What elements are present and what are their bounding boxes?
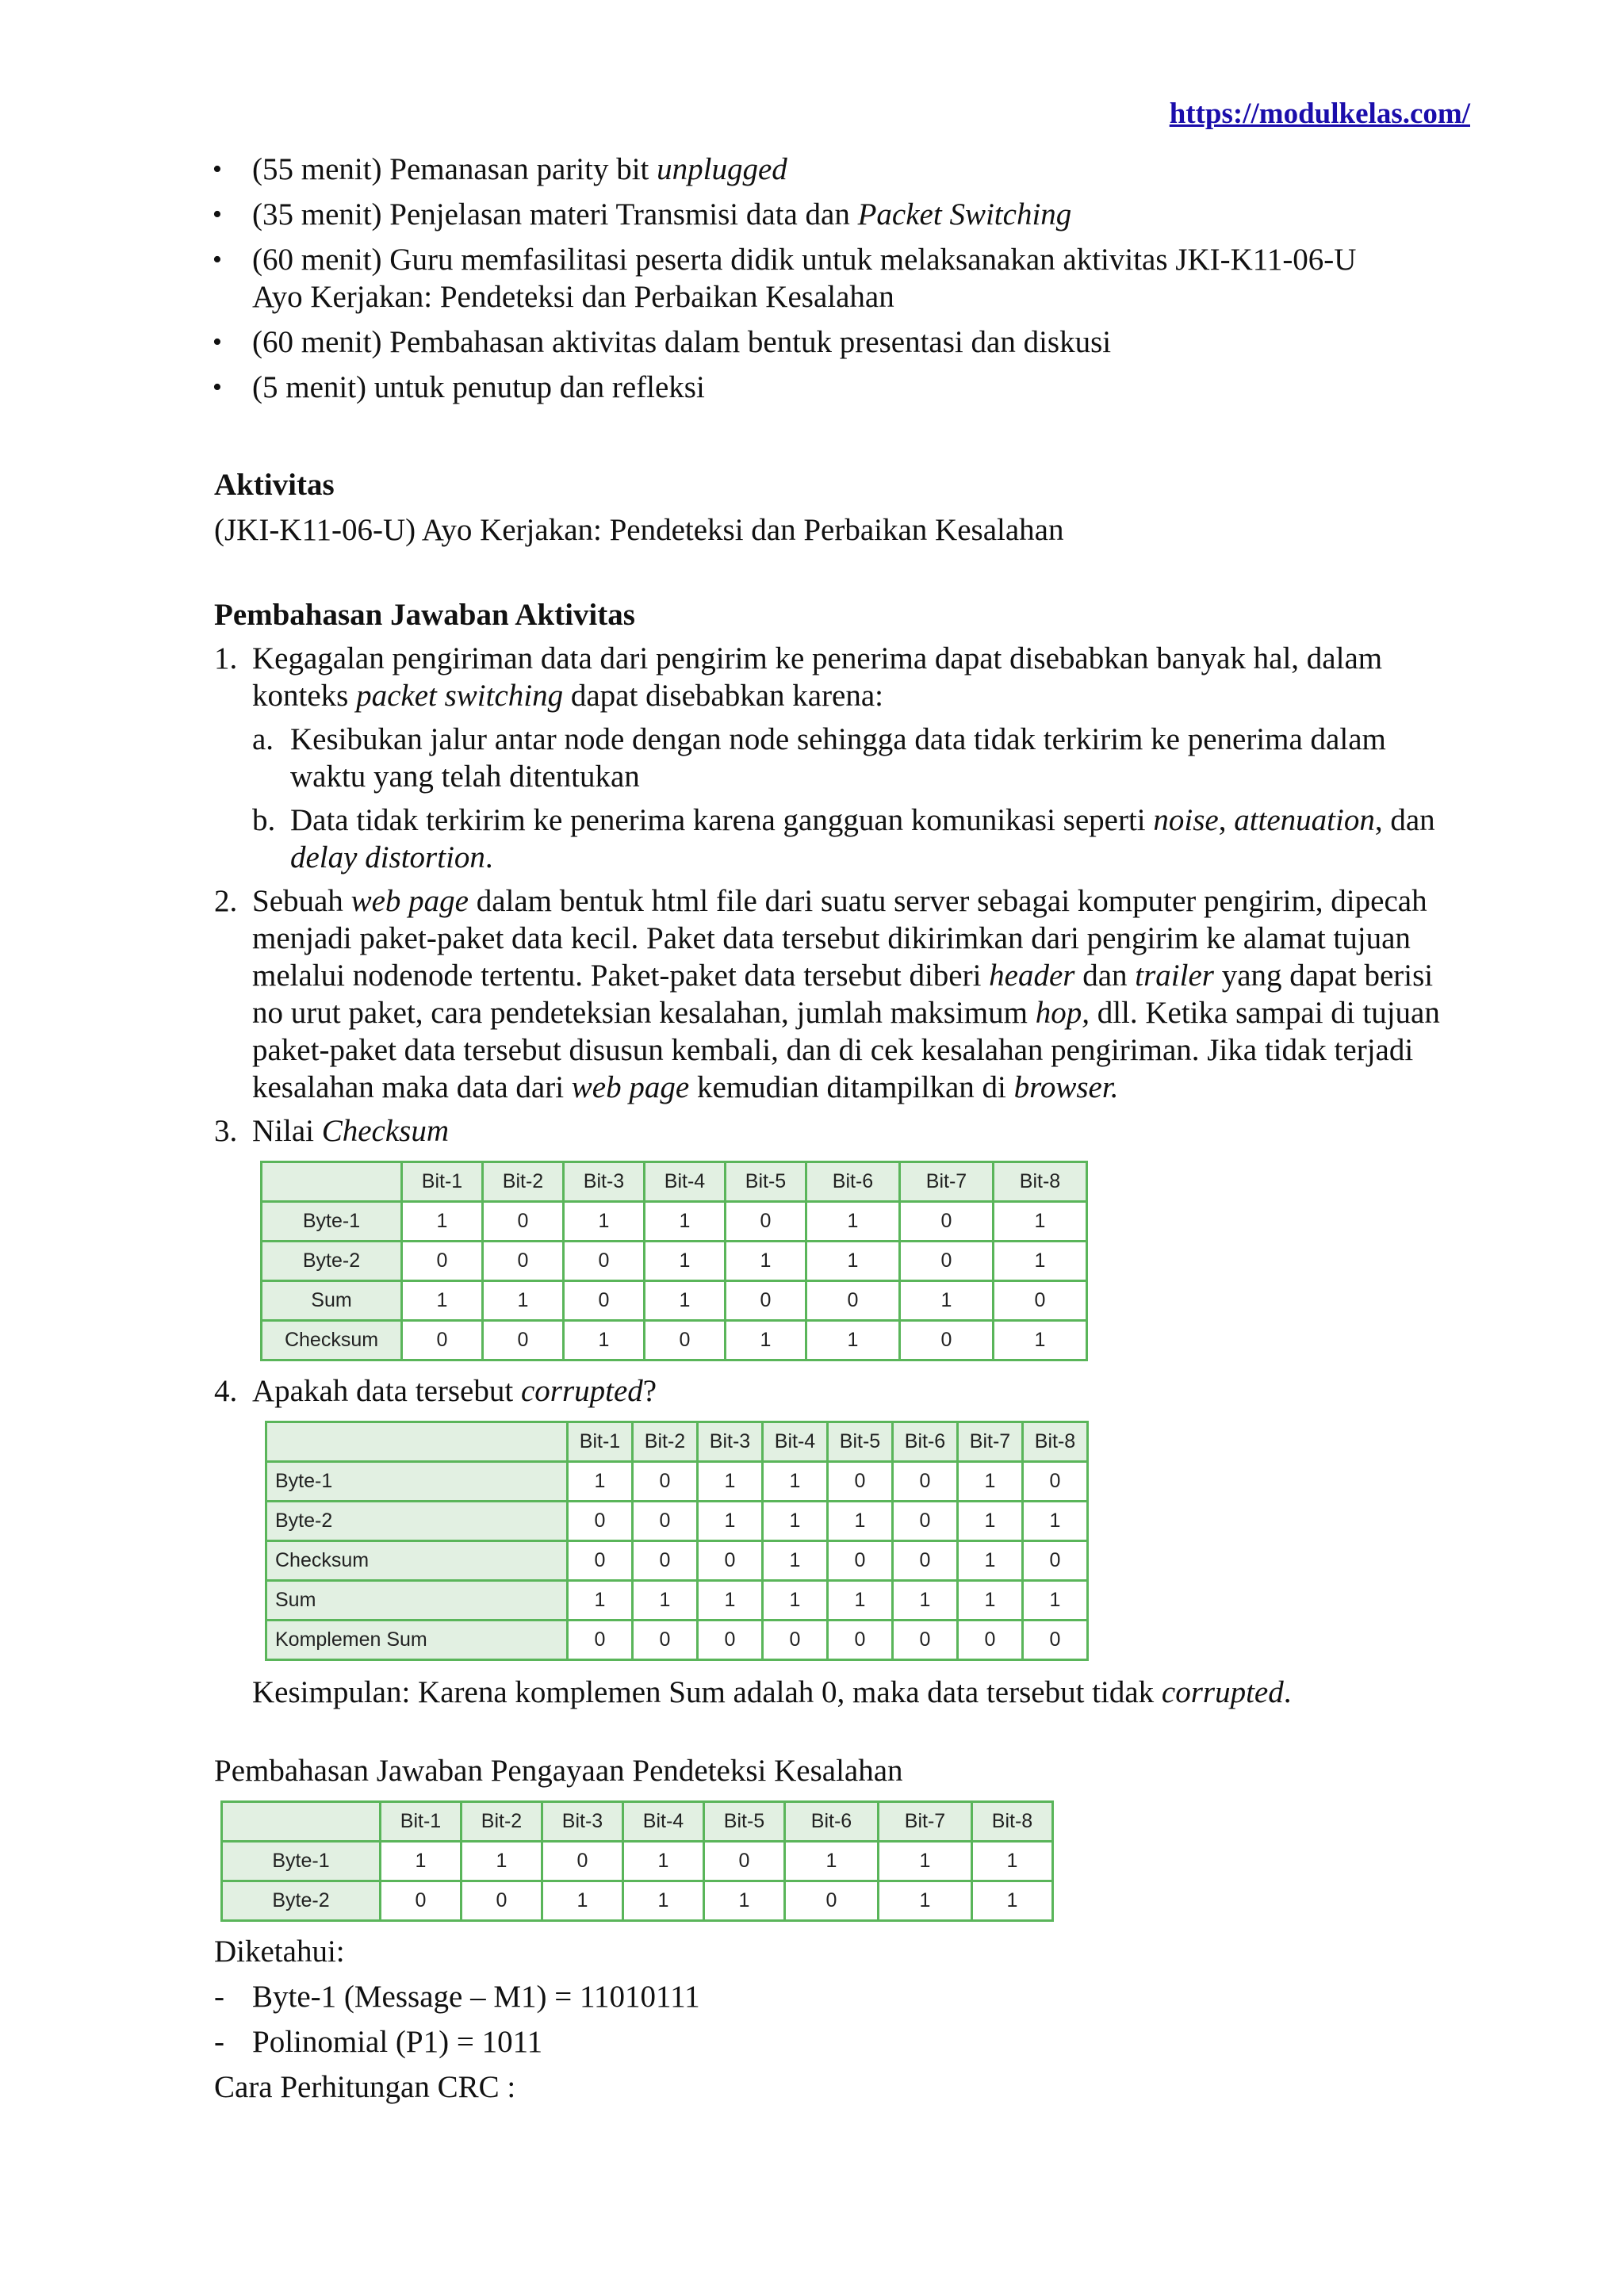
table-row — [262, 1321, 1087, 1360]
q1-a-text: Kesibukan jalur antar node dengan node sehingga data tidak terkirim ke penerima dalam waktu yang telah ditentukan — [290, 722, 1386, 794]
bit-cell: 1 — [704, 1881, 785, 1921]
table-row — [222, 1842, 1053, 1881]
bit-cell: 1 — [763, 1462, 828, 1502]
message-value: Byte-1 (Message – M1) = 11010111 — [252, 1980, 700, 2014]
bit-cell: 1 — [726, 1242, 806, 1281]
q1-b-sep: , — [1218, 803, 1235, 837]
bit-cell: 0 — [402, 1242, 483, 1281]
q1-line2-text: konteks — [252, 679, 357, 713]
header-url-link[interactable]: https://modulkelas.com/ — [1169, 98, 1470, 130]
item-number: 2. — [214, 884, 238, 918]
table-header-cell: Bit-1 — [381, 1802, 462, 1842]
table-header-cell: Bit-7 — [879, 1802, 972, 1842]
bit-cell: 1 — [564, 1202, 645, 1242]
table-header-cell: Bit-8 — [1023, 1422, 1088, 1462]
bit-cell: 0 — [1023, 1621, 1088, 1660]
bit-cell: 0 — [564, 1281, 645, 1321]
bit-cell: 0 — [726, 1202, 806, 1242]
q1-line2-emphasis: packet switching — [356, 679, 564, 713]
q2-emphasis: header — [989, 959, 1075, 993]
bit-cell: 0 — [828, 1541, 893, 1581]
q2-text: yang dapat berisi no urut paket, cara pendeteksian kesalahan, jumlah maksimum — [252, 959, 1434, 1030]
bit-cell: 1 — [564, 1321, 645, 1360]
bit-cell: 1 — [645, 1281, 726, 1321]
q2-text: dan — [1074, 959, 1136, 993]
schedule-emphasis: Packet Switching — [857, 197, 1072, 232]
schedule-text: (60 menit) Pembahasan aktivitas dalam bentuk presentasi dan diskusi — [252, 325, 1112, 359]
table-header-cell: Bit-3 — [542, 1802, 623, 1842]
q1-subitem-b — [252, 802, 1467, 876]
bit-cell: 1 — [763, 1541, 828, 1581]
table-header-cell: Bit-7 — [958, 1422, 1023, 1462]
bit-cell: 0 — [893, 1502, 958, 1541]
table-header-cell: Bit-5 — [704, 1802, 785, 1842]
bit-cell: 0 — [900, 1202, 994, 1242]
q2-text: Sebuah — [252, 884, 351, 918]
table-header-cell: Bit-5 — [828, 1422, 893, 1462]
item-number: 1. — [214, 641, 238, 675]
bit-cell: 1 — [645, 1202, 726, 1242]
q1-b-delay: delay distortion — [290, 840, 485, 874]
pengayaan-heading: Pembahasan Jawaban Pengayaan Pendeteksi Kesalahan — [214, 1754, 903, 1788]
bit-cell: 0 — [483, 1242, 564, 1281]
bit-cell: 1 — [1023, 1581, 1088, 1621]
schedule-item — [214, 151, 1467, 188]
bit-cell: 1 — [972, 1881, 1053, 1921]
schedule-text: (35 menit) Penjelasan materi Transmisi data dan — [252, 197, 858, 232]
bit-cell: 0 — [483, 1321, 564, 1360]
q3-text: Nilai — [252, 1114, 322, 1148]
table-row — [222, 1881, 1053, 1921]
bit-cell: 0 — [893, 1621, 958, 1660]
bit-cell: 1 — [958, 1502, 1023, 1541]
bit-cell: 0 — [568, 1502, 633, 1541]
row-label-cell: Byte-2 — [222, 1881, 381, 1921]
bit-cell: 1 — [994, 1202, 1087, 1242]
table-header-cell: Bit-3 — [564, 1162, 645, 1202]
diketahui-label: Diketahui: — [214, 1934, 345, 1969]
table-header-cell: Bit-4 — [645, 1162, 726, 1202]
bit-cell: 1 — [542, 1881, 623, 1921]
checksum-table — [260, 1161, 1088, 1361]
row-label-cell: Byte-1 — [266, 1462, 568, 1502]
bit-cell: 1 — [402, 1281, 483, 1321]
row-label-cell: Checksum — [266, 1541, 568, 1581]
bit-cell: 0 — [1023, 1541, 1088, 1581]
bit-cell: 1 — [879, 1881, 972, 1921]
bit-cell: 0 — [828, 1621, 893, 1660]
bit-cell: 0 — [958, 1621, 1023, 1660]
row-label-cell: Sum — [266, 1581, 568, 1621]
bit-cell: 1 — [623, 1842, 704, 1881]
row-label-cell: Byte-1 — [222, 1842, 381, 1881]
crc-method-label: Cara Perhitungan CRC : — [214, 2070, 516, 2104]
q1-b-noise: noise — [1153, 803, 1219, 837]
answer-item-2 — [214, 882, 1467, 1106]
table-header-cell: Bit-7 — [900, 1162, 994, 1202]
q4-emphasis: corrupted — [520, 1374, 643, 1408]
table-header-cell — [266, 1422, 568, 1462]
bit-cell: 1 — [698, 1581, 763, 1621]
bit-cell: 1 — [568, 1581, 633, 1621]
bit-cell: 1 — [828, 1581, 893, 1621]
row-label-cell: Sum — [262, 1281, 402, 1321]
q2-emphasis: trailer — [1135, 959, 1214, 993]
table-row — [262, 1202, 1087, 1242]
bit-cell: 1 — [483, 1281, 564, 1321]
answer-item-1 — [214, 640, 1467, 876]
table-header-row — [222, 1802, 1053, 1842]
bit-cell: 1 — [698, 1462, 763, 1502]
table-row — [262, 1242, 1087, 1281]
bit-cell: 1 — [1023, 1502, 1088, 1541]
bit-cell: 0 — [785, 1881, 879, 1921]
q1-line2-tail: dapat disebabkan karena: — [563, 679, 884, 713]
schedule-item — [214, 241, 1467, 316]
table-header-cell: Bit-6 — [785, 1802, 879, 1842]
bit-cell: 0 — [806, 1281, 900, 1321]
table-header-cell: Bit-2 — [483, 1162, 564, 1202]
q1-b-tail: . — [485, 840, 493, 874]
table-header-cell — [222, 1802, 381, 1842]
bit-cell: 0 — [633, 1541, 698, 1581]
q4-conclusion — [252, 1674, 1467, 1711]
bit-cell: 0 — [483, 1202, 564, 1242]
bit-cell: 0 — [633, 1462, 698, 1502]
table-header-cell: Bit-8 — [972, 1802, 1053, 1842]
table-header-cell — [262, 1162, 402, 1202]
table-header-row — [266, 1422, 1088, 1462]
q4-text: Apakah data tersebut — [252, 1374, 521, 1408]
schedule-item — [214, 369, 1467, 406]
table-row — [262, 1281, 1087, 1321]
schedule-item — [214, 196, 1467, 233]
bit-cell: 0 — [564, 1242, 645, 1281]
table-header-cell: Bit-1 — [402, 1162, 483, 1202]
q1-subitem-a — [252, 721, 1467, 795]
item-number: 4. — [214, 1374, 238, 1408]
bit-cell: 1 — [958, 1462, 1023, 1502]
q2-emphasis: web page — [350, 884, 469, 918]
corruption-check-table — [265, 1421, 1089, 1661]
q1-b-text: Data tidak terkirim ke penerima karena gangguan komunikasi seperti — [290, 803, 1154, 837]
schedule-text: (5 menit) untuk penutup dan refleksi — [252, 370, 705, 404]
schedule-emphasis: unplugged — [657, 152, 787, 186]
bit-cell: 1 — [623, 1881, 704, 1921]
bit-cell: 0 — [704, 1842, 785, 1881]
row-label-cell: Byte-1 — [262, 1202, 402, 1242]
schedule-text: (60 menit) Guru memfasilitasi peserta didik untuk melaksanakan aktivitas JKI-K11-06-U — [252, 243, 1357, 277]
table-header-cell: Bit-8 — [994, 1162, 1087, 1202]
bit-cell: 0 — [698, 1541, 763, 1581]
conclusion-emphasis: corrupted — [1161, 1675, 1284, 1709]
table-header-cell: Bit-2 — [462, 1802, 542, 1842]
bit-cell: 1 — [645, 1242, 726, 1281]
bit-cell: 1 — [806, 1202, 900, 1242]
bit-cell: 0 — [763, 1621, 828, 1660]
table-header-row — [262, 1162, 1087, 1202]
bit-cell: 1 — [958, 1581, 1023, 1621]
row-label-cell: Komplemen Sum — [266, 1621, 568, 1660]
q4-tail: ? — [642, 1374, 657, 1408]
bit-cell: 1 — [568, 1462, 633, 1502]
bit-cell: 1 — [462, 1842, 542, 1881]
bit-cell: 1 — [900, 1281, 994, 1321]
item-number: 3. — [214, 1114, 238, 1148]
bit-cell: 1 — [763, 1581, 828, 1621]
bit-cell: 0 — [900, 1321, 994, 1360]
bit-cell: 1 — [785, 1842, 879, 1881]
schedule-text: (55 menit) Pemanasan parity bit — [252, 152, 657, 186]
schedule-text-line2: Ayo Kerjakan: Pendeteksi dan Perbaikan Kesalahan — [252, 280, 894, 314]
table-header-cell: Bit-6 — [806, 1162, 900, 1202]
row-label-cell: Byte-2 — [262, 1242, 402, 1281]
table-row — [266, 1502, 1088, 1541]
answer-list — [214, 640, 1467, 1711]
table-row — [266, 1462, 1088, 1502]
table-header-cell: Bit-4 — [763, 1422, 828, 1462]
schedule-list — [214, 151, 1467, 406]
bit-cell: 1 — [726, 1321, 806, 1360]
polynomial-value: Polinomial (P1) = 1011 — [252, 2025, 543, 2059]
answer-item-3 — [214, 1112, 1467, 1361]
bit-cell: 0 — [381, 1881, 462, 1921]
bit-cell: 0 — [900, 1242, 994, 1281]
bit-cell: 1 — [958, 1541, 1023, 1581]
bit-cell: 1 — [381, 1842, 462, 1881]
table-row — [266, 1541, 1088, 1581]
bit-cell: 1 — [698, 1502, 763, 1541]
q1-b-sep2: , dan — [1374, 803, 1435, 837]
bit-cell: 0 — [633, 1621, 698, 1660]
conclusion-text: Kesimpulan: Karena komplemen Sum adalah 0, maka data tersebut tidak — [252, 1675, 1162, 1709]
bit-cell: 1 — [879, 1842, 972, 1881]
bit-cell: 1 — [633, 1581, 698, 1621]
bit-cell: 0 — [568, 1541, 633, 1581]
answer-item-4 — [214, 1372, 1467, 1711]
sub-item-letter: b. — [252, 803, 276, 837]
bit-cell: 1 — [763, 1502, 828, 1541]
bit-cell: 1 — [806, 1321, 900, 1360]
row-label-cell: Byte-2 — [266, 1502, 568, 1541]
table-row — [266, 1621, 1088, 1660]
bit-cell: 0 — [893, 1541, 958, 1581]
q1-sublist — [252, 721, 1467, 876]
table-header-cell: Bit-5 — [726, 1162, 806, 1202]
bit-cell: 0 — [893, 1462, 958, 1502]
bit-cell: 1 — [994, 1321, 1087, 1360]
bit-cell: 1 — [893, 1581, 958, 1621]
table-header-cell: Bit-4 — [623, 1802, 704, 1842]
bit-cell: 0 — [828, 1462, 893, 1502]
q2-emphasis: browser. — [1013, 1070, 1119, 1104]
bit-cell: 1 — [972, 1842, 1053, 1881]
known-item — [214, 2023, 1467, 2061]
bit-cell: 0 — [402, 1321, 483, 1360]
bit-cell: 1 — [828, 1502, 893, 1541]
q3-emphasis: Checksum — [321, 1114, 450, 1148]
bit-cell: 0 — [645, 1321, 726, 1360]
bit-cell: 0 — [698, 1621, 763, 1660]
dash-marker: - — [214, 1980, 224, 2014]
pengayaan-table — [220, 1800, 1054, 1922]
aktivitas-text: (JKI-K11-06-U) Ayo Kerjakan: Pendeteksi dan Perbaikan Kesalahan — [214, 513, 1064, 547]
aktivitas-heading: Aktivitas — [214, 468, 335, 502]
sub-item-letter: a. — [252, 722, 274, 756]
table-header-cell: Bit-6 — [893, 1422, 958, 1462]
q2-text: dalam bentuk html file dari suatu server sebagai komputer pengirim, dipecah menjadi paket-paket data kecil. Paket data tersebut dikirimkan dari pengirim ke alamat tujuan melalui nodenode tertentu. Paket-paket data tersebut diberi — [252, 884, 1427, 993]
bit-cell: 1 — [806, 1242, 900, 1281]
table-row — [266, 1581, 1088, 1621]
row-label-cell: Checksum — [262, 1321, 402, 1360]
bit-cell: 0 — [1023, 1462, 1088, 1502]
table-header-cell: Bit-2 — [633, 1422, 698, 1462]
table-header-cell: Bit-3 — [698, 1422, 763, 1462]
pembahasan-heading: Pembahasan Jawaban Aktivitas — [214, 598, 635, 632]
dash-marker: - — [214, 2025, 224, 2059]
bit-cell: 0 — [542, 1842, 623, 1881]
q2-text: kemudian ditampilkan di — [689, 1070, 1014, 1104]
q1-line1: Kegagalan pengiriman data dari pengirim ke penerima dapat disebabkan banyak hal, dalam — [252, 641, 1383, 675]
page-content — [214, 151, 1467, 2106]
table-header-cell: Bit-1 — [568, 1422, 633, 1462]
conclusion-tail: . — [1283, 1675, 1292, 1709]
q2-text: dll. Ketika sampai di tujuan paket-paket data tersebut disusun kembali, dan di cek kesalahan pengiriman. Jika tidak terjadi kesalahan maka data dari — [252, 996, 1440, 1104]
q2-emphasis: hop, — [1035, 996, 1090, 1030]
bit-cell: 0 — [633, 1502, 698, 1541]
bit-cell: 0 — [994, 1281, 1087, 1321]
bit-cell: 0 — [726, 1281, 806, 1321]
q2-emphasis: web page — [571, 1070, 690, 1104]
bit-cell: 0 — [462, 1881, 542, 1921]
bit-cell: 1 — [402, 1202, 483, 1242]
known-item — [214, 1978, 1467, 2015]
bit-cell: 1 — [994, 1242, 1087, 1281]
q1-b-attenuation: attenuation — [1234, 803, 1375, 837]
schedule-item — [214, 323, 1467, 361]
bit-cell: 0 — [568, 1621, 633, 1660]
